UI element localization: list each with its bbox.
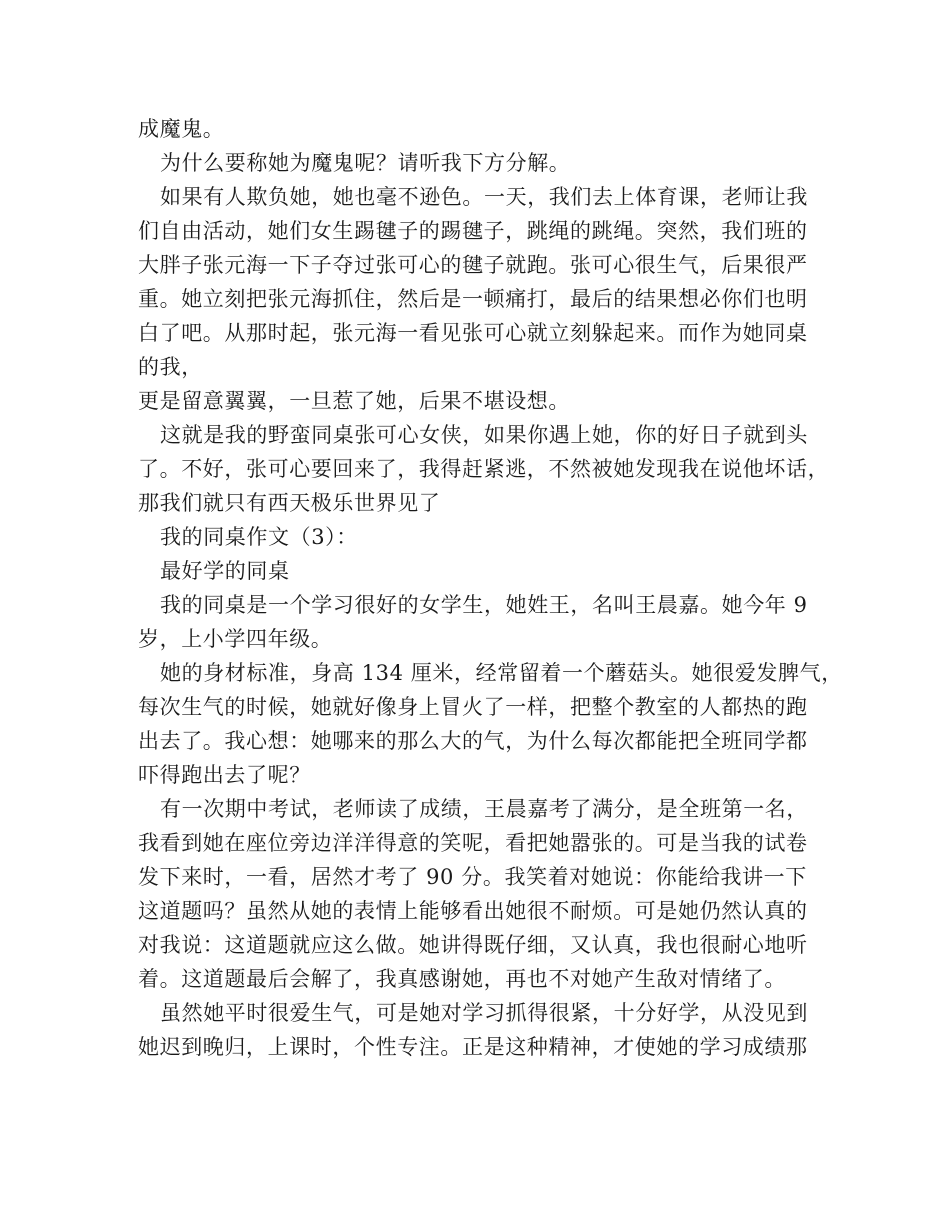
text-line: 虽然她平时很爱生气，可是她对学习抓得很紧，十分好学，从没见到 — [160, 1001, 808, 1025]
text-line: 最好学的同桌 — [160, 559, 290, 583]
text-line: 她迟到晚归，上课时，个性专注。正是这种精神，才使她的学习成绩那 — [138, 1035, 808, 1059]
text-line: 这就是我的野蛮同桌张可心女侠，如果你遇上她，你的好日子就到头 — [160, 423, 808, 447]
text-line: 更是留意翼翼，一旦惹了她，后果不堪设想。 — [138, 389, 570, 413]
text-line: 们自由活动，她们女生踢毽子的踢毽子，跳绳的跳绳。突然，我们班的 — [138, 219, 808, 243]
text-line: 成魔鬼。 — [138, 117, 225, 141]
text-line: 重。她立刻把张元海抓住，然后是一顿痛打，最后的结果想必你们也明 — [138, 287, 808, 311]
text-line: 为什么要称她为魔鬼呢？请听我下方分解。 — [160, 151, 571, 175]
text-line: 有一次期中考试，老师读了成绩，王晨嘉考了满分，是全班第一名， — [160, 797, 808, 821]
text-line: 出去了。我心想：她哪来的那么大的气，为什么每次都能把全班同学都 — [138, 729, 808, 753]
text-line: 的我， — [138, 355, 203, 379]
text-line: 对我说：这道题就应这么做。她讲得既仔细，又认真，我也很耐心地听 — [138, 933, 808, 957]
text-line: 着。这道题最后会解了，我真感谢她，再也不对她产生敌对情绪了。 — [138, 967, 786, 991]
text-line: 我看到她在座位旁边洋洋得意的笑呢，看把她嚣张的。可是当我的试卷 — [138, 831, 808, 855]
text-line: 如果有人欺负她，她也毫不逊色。一天，我们去上体育课，老师让我 — [160, 185, 808, 209]
text-line: 发下来时，一看，居然才考了 90 分。我笑着对她说：你能给我讲一下 — [138, 865, 807, 889]
text-line: 大胖子张元海一下子夺过张可心的毽子就跑。张可心很生气，后果很严 — [138, 253, 808, 277]
text-line: 那我们就只有西天极乐世界见了 — [138, 491, 441, 515]
text-line: 白了吧。从那时起，张元海一看见张可心就立刻躲起来。而作为她同桌 — [138, 321, 808, 345]
document-body-text — [138, 112, 843, 1064]
text-line: 这道题吗？虽然从她的表情上能够看出她很不耐烦。可是她仍然认真的 — [138, 899, 808, 923]
text-line: 每次生气的时候，她就好像身上冒火了一样，把整个教室的人都热的跑 — [138, 695, 808, 719]
text-line: 了。不好，张可心要回来了，我得赶紧逃，不然被她发现我在说他坏话， — [138, 457, 830, 481]
text-line: 我的同桌作文（3）： — [160, 525, 358, 549]
text-line: 岁，上小学四年级。 — [138, 627, 333, 651]
text-line: 吓得跑出去了呢？ — [138, 763, 311, 787]
text-line: 我的同桌是一个学习很好的女学生，她姓王，名叫王晨嘉。她今年 9 — [160, 593, 808, 617]
text-line: 她的身材标准，身高 134 厘米，经常留着一个蘑菇头。她很爱发脾气， — [160, 661, 843, 685]
